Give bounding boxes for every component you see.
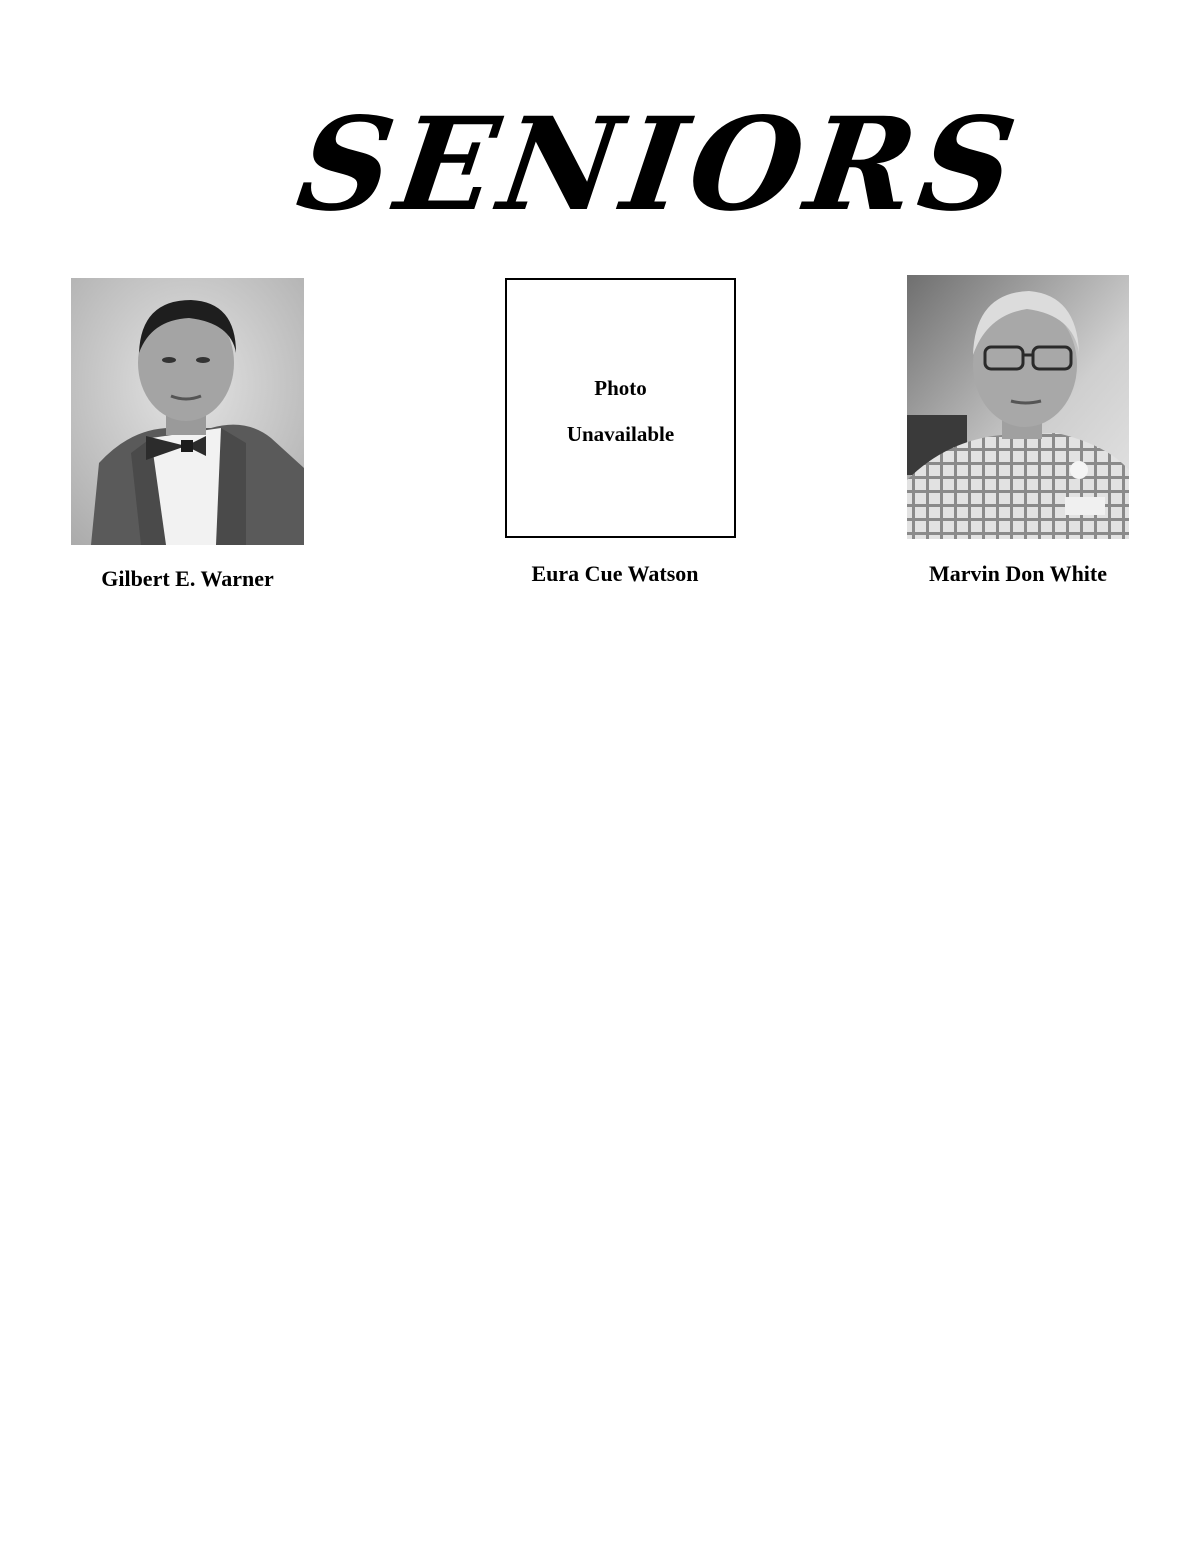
page-title [289, 90, 1030, 240]
portrait-image [907, 275, 1129, 539]
photo-unavailable-box [505, 278, 736, 538]
senior-photo-marvin-white [907, 275, 1129, 539]
senior-name-eura-watson: Eura Cue Watson [531, 561, 699, 586]
senior-photo-gilbert-warner [71, 278, 304, 545]
page-title-text: SENIORS [289, 90, 1030, 240]
senior-name-gilbert-warner: Gilbert E. Warner [101, 566, 274, 591]
portrait-image [71, 278, 304, 545]
photo-unavailable-line1: Photo [594, 376, 647, 400]
photo-unavailable-line2: Unavailable [566, 422, 675, 446]
senior-name-marvin-white: Marvin Don White [928, 561, 1108, 586]
